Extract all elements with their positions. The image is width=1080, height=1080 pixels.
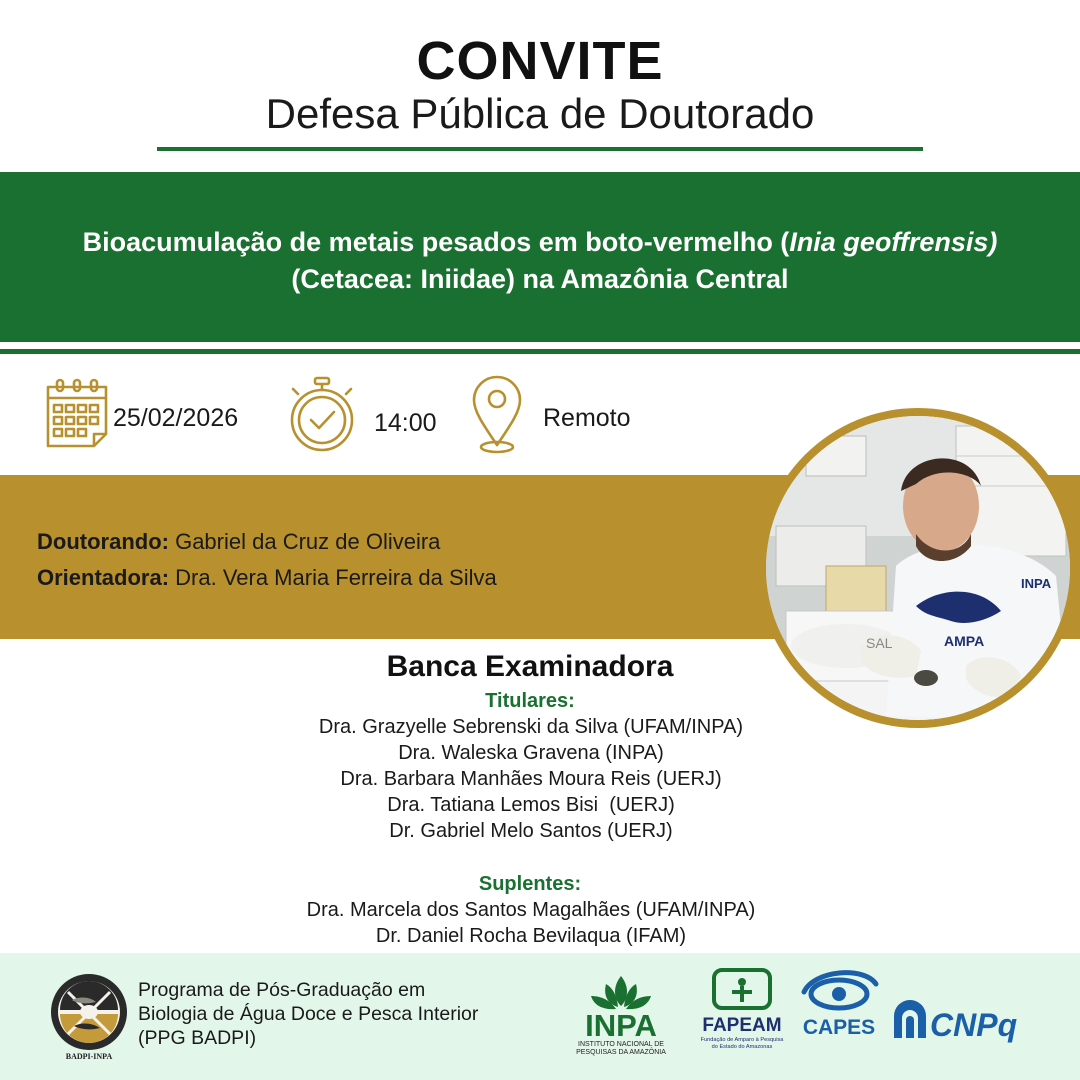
student-name: Gabriel da Cruz de Oliveira <box>168 529 441 554</box>
advisor-line <box>37 565 497 591</box>
location-pin-icon <box>470 375 524 455</box>
student-line <box>37 529 440 555</box>
cnpq-name: CNPq <box>930 1007 1018 1043</box>
fapeam-line2: do Estado do Amazonas <box>711 1044 773 1050</box>
bottle-text: SAL <box>866 635 893 651</box>
thesis-title-part1: Bioacumulação de metais pesados em boto-vermelho ( <box>82 227 790 257</box>
event-location: Remoto <box>543 404 631 432</box>
alternate-member: Dra. Marcela dos Santos Magalhães (UFAM/INPA) <box>306 899 756 921</box>
program-line: Programa de Pós-Graduação em <box>138 979 426 1001</box>
inpa-line2: PESQUISAS DA AMAZÔNIA <box>576 1049 666 1056</box>
suplentes-label: Suplentes: <box>478 873 582 895</box>
header-divider <box>157 147 923 151</box>
cnpq-logo <box>888 994 1038 1048</box>
thesis-title <box>60 224 1020 298</box>
fapeam-name: FAPEAM <box>702 1015 782 1036</box>
capes-name: CAPES <box>802 1016 876 1039</box>
inpa-name: INPA <box>585 1008 657 1043</box>
alternate-member: Dr. Daniel Rocha Bevilaqua (IFAM) <box>375 925 687 947</box>
committee-member: Dr. Gabriel Melo Santos (UERJ) <box>389 820 673 842</box>
invite-title: CONVITE <box>416 31 664 91</box>
committee-member: Dra. Waleska Gravena (INPA) <box>398 742 664 764</box>
advisor-name: Dra. Vera Maria Ferreira da Silva <box>169 565 497 590</box>
invite-subtitle: Defesa Pública de Doutorado <box>265 90 815 137</box>
inpa-line1: INSTITUTO NACIONAL DE <box>578 1041 664 1048</box>
shirt-text: AMPA <box>944 633 985 649</box>
committee-member: Dra. Tatiana Lemos Bisi (UERJ) <box>387 794 675 816</box>
committee-member: Dra. Grazyelle Sebrenski da Silva (UFAM/INPA) <box>318 716 744 738</box>
titulares-label: Titulares: <box>485 690 575 712</box>
calendar-icon <box>44 378 110 448</box>
program-line: Biologia de Água Doce e Pesca Interior <box>138 1003 479 1025</box>
fapeam-line1: Fundação de Amparo à Pesquisa <box>700 1037 784 1043</box>
event-time: 14:00 <box>374 409 437 437</box>
event-date: 25/02/2026 <box>113 404 239 432</box>
program-name <box>138 978 558 1050</box>
badpi-logo-text: BADPI-INPA <box>65 1052 113 1061</box>
capes-logo <box>796 962 882 1042</box>
stopwatch-icon <box>288 376 356 452</box>
program-line: (PPG BADPI) <box>138 1027 257 1049</box>
thesis-title-part2: (Cetacea: Iniidae) na Amazônia Central <box>291 264 789 294</box>
committee-title: Banca Examinadora <box>386 650 674 683</box>
inpa-logo <box>566 974 676 1056</box>
shirt-brand: INPA <box>1021 576 1052 591</box>
student-label: Doutorando: <box>37 529 169 554</box>
advisor-label: Orientadora: <box>37 565 170 590</box>
committee-member: Dra. Barbara Manhães Moura Reis (UERJ) <box>340 768 722 790</box>
species-name: Inia geoffrensis) <box>789 227 998 257</box>
band-divider <box>0 349 1080 354</box>
badpi-logo <box>46 970 132 1062</box>
band-gap <box>0 342 1080 349</box>
fapeam-logo <box>700 968 788 1056</box>
